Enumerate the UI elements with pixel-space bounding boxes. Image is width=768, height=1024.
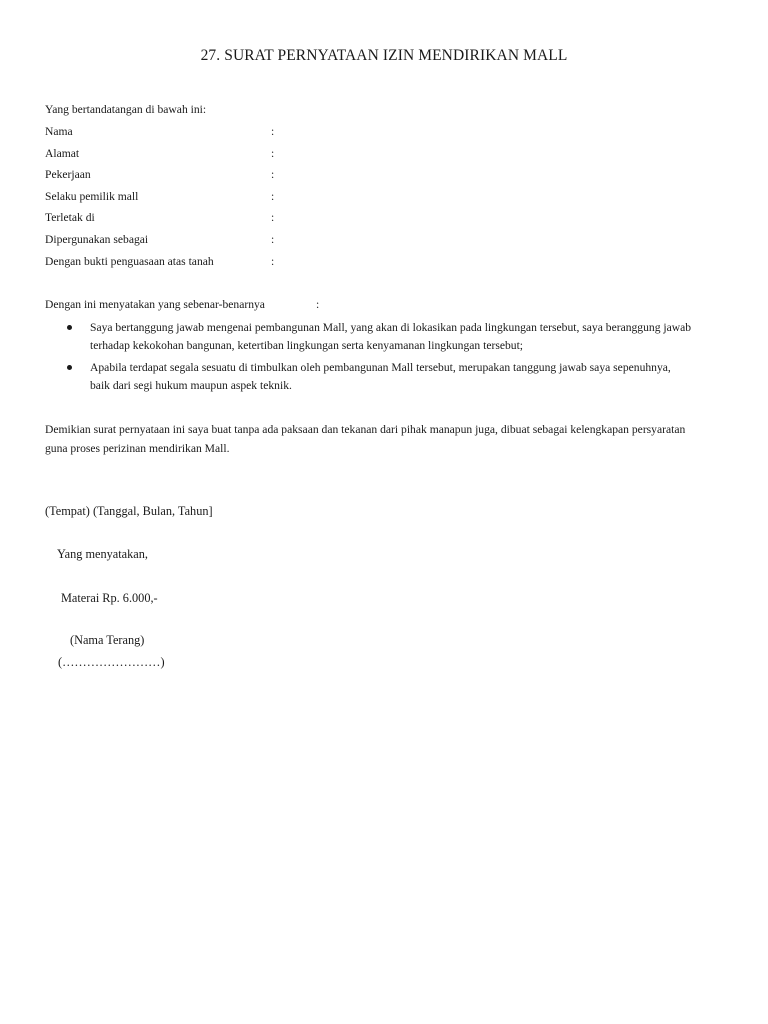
bullet-icon: [67, 365, 72, 370]
field-colon: :: [271, 233, 275, 246]
field-colon: :: [271, 255, 275, 268]
stamp-label: Materai Rp. 6.000,-: [61, 591, 158, 605]
statement-lead: Dengan ini menyatakan yang sebenar-benarnya: [45, 298, 265, 311]
closing-paragraph: Demikian surat pernyataan ini saya buat tanpa ada paksaan dan tekanan dari pihak manapun juga, dibuat sebagai kelengkapan persyaratan guna proses perizinan mendirikan Mall.: [45, 423, 686, 455]
place-date: (Tempat) (Tanggal, Bulan, Tahun]: [45, 504, 213, 518]
bullet-item: Apabila terdapat segala sesuatu di timbulkan oleh pembangunan Mall tersebut, merupakan tanggung jawab saya sepenuhnya, baik dari segi hukum maupun aspek teknik.: [90, 361, 671, 392]
field-label-bukti-tanah: Dengan bukti penguasaan atas tanah: [45, 255, 214, 268]
bullet-item: Saya bertanggung jawab mengenai pembangunan Mall, yang akan di lokasikan pada lingkungan tersebut, saya beranggung jawab terhadap kekokohan bangunan, ketertiban lingkungan serta kenyamanan lingkungan tersebut;: [90, 321, 692, 352]
field-colon: :: [271, 211, 275, 224]
field-label-lokasi: Terletak di: [45, 211, 95, 224]
field-label-nama: Nama: [45, 125, 73, 138]
statement-colon: :: [316, 298, 320, 311]
name-label: (Nama Terang): [70, 633, 145, 647]
bullet-icon: [67, 325, 72, 330]
field-label-kegunaan: Dipergunakan sebagai: [45, 233, 149, 246]
declarant-label: Yang menyatakan,: [57, 547, 148, 561]
field-label-alamat: Alamat: [45, 147, 80, 160]
document-title: 27. SURAT PERNYATAAN IZIN MENDIRIKAN MALL: [200, 47, 568, 64]
name-line: (……………………): [58, 655, 165, 669]
field-label-pekerjaan: Pekerjaan: [45, 168, 91, 181]
field-label-pemilik: Selaku pemilik mall: [45, 190, 139, 203]
field-colon: :: [271, 168, 275, 181]
field-colon: :: [271, 147, 275, 160]
field-colon: :: [271, 190, 275, 203]
intro-text: Yang bertandatangan di bawah ini:: [45, 103, 207, 116]
field-colon: :: [271, 125, 275, 138]
